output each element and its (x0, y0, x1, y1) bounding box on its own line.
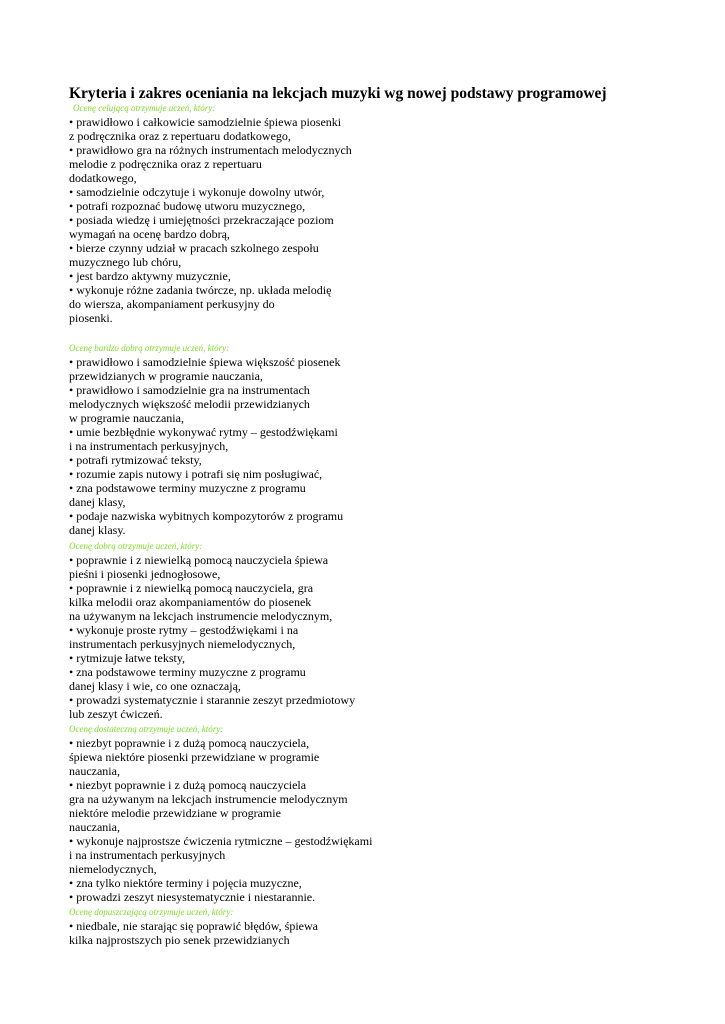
criteria-line: • prawidłowo i samodzielnie śpiewa większość piosenek (69, 355, 341, 369)
section-grade-bardzo-dobra (69, 341, 709, 537)
criteria-line: przewidzianych w programie nauczania, (69, 369, 263, 383)
criteria-line: • niezbyt poprawnie i z dużą pomocą nauczyciela (69, 778, 307, 792)
criteria-line: niektóre melodie przewidziane w programie (69, 806, 281, 820)
criteria-list (69, 355, 709, 537)
criteria-line: do wiersza, akompaniament perkusyjny do (69, 297, 275, 311)
criteria-line: • niezbyt poprawnie i z dużą pomocą nauczyciela, (69, 736, 310, 750)
criteria-line: • wykonuje najprostsze ćwiczenia rytmiczne – gestodźwiękami (69, 834, 373, 848)
criteria-line: • zna tylko niektóre terminy i pojęcia muzyczne, (69, 876, 302, 890)
criteria-line: • poprawnie i z niewielką pomocą nauczyciela śpiewa (69, 553, 329, 567)
criteria-line: danej klasy i wie, co one oznaczają, (69, 679, 241, 693)
criteria-line: nauczania, (69, 820, 120, 834)
criteria-line: instrumentach perkusyjnych niemelodycznych, (69, 637, 296, 651)
criteria-list (69, 736, 709, 904)
criteria-line: niemelodycznych, (69, 862, 157, 876)
section-grade-dostateczna (69, 722, 709, 904)
criteria-line: kilka najprostszych pio senek przewidzianych (69, 933, 290, 947)
criteria-line: • poprawnie i z niewielką pomocą nauczyciela, gra (69, 581, 314, 595)
section-heading: Ocenę dopuszczającą otrzymuje uczeń, który: (69, 907, 234, 917)
criteria-line: • wykonuje proste rytmy – gestodźwiękami i na (69, 623, 299, 637)
criteria-line: gra na używanym na lekcjach instrumencie melodycznym (69, 792, 348, 806)
criteria-line: • niedbale, nie starając się poprawić błędów, śpiewa (69, 919, 318, 933)
criteria-line: piosenki. (69, 311, 113, 325)
criteria-line: • bierze czynny udział w pracach szkolnego zespołu (69, 241, 319, 255)
criteria-line: lub zeszyt ćwiczeń. (69, 707, 163, 721)
criteria-list (69, 919, 709, 947)
criteria-list (69, 115, 709, 325)
criteria-line: • wykonuje różne zadania twórcze, np. układa melodię (69, 283, 332, 297)
criteria-line: muzycznego lub chóru, (69, 255, 182, 269)
criteria-line: • potrafi rozpoznać budowę utworu muzycznego, (69, 199, 306, 213)
criteria-line: • prawidłowo i samodzielnie gra na instrumentach (69, 383, 310, 397)
criteria-line: melodie z podręcznika oraz z repertuaru (69, 157, 262, 171)
section-grade-dobra (69, 539, 709, 721)
criteria-line: • potrafi rytmizować teksty, (69, 453, 202, 467)
criteria-line: i na instrumentach perkusyjnych (69, 848, 226, 862)
criteria-line: • umie bezbłędnie wykonywać rytmy – gestodźwiękami (69, 425, 338, 439)
criteria-line: • podaje nazwiska wybitnych kompozytorów z programu (69, 509, 344, 523)
criteria-line: na używanym na lekcjach instrumencie melodycznym, (69, 609, 333, 623)
section-grade-celujaca (69, 101, 709, 325)
criteria-line: nauczania, (69, 764, 120, 778)
criteria-line: • rytmizuje łatwe teksty, (69, 651, 186, 665)
criteria-line: i na instrumentach perkusyjnych, (69, 439, 229, 453)
criteria-line: śpiewa niektóre piosenki przewidziane w programie (69, 750, 320, 764)
section-heading: Ocenę bardzo dobrą otrzymuje uczeń, który: (69, 343, 230, 353)
criteria-line: • prawidłowo gra na różnych instrumentach melodycznych (69, 143, 352, 157)
criteria-line: melodycznych większość melodii przewidzianych (69, 397, 310, 411)
criteria-line: • rozumie zapis nutowy i potrafi się nim posługiwać, (69, 467, 323, 481)
criteria-line: • jest bardzo aktywny muzycznie, (69, 269, 231, 283)
section-heading: Ocenę dostateczną otrzymuje uczeń, który: (69, 724, 224, 734)
criteria-line: dodatkowego, (69, 171, 137, 185)
criteria-line: • posiada wiedzę i umiejętności przekraczające poziom (69, 213, 334, 227)
section-heading: Ocenę dobrą otrzymuje uczeń, który: (69, 541, 203, 551)
criteria-line: • zna podstawowe terminy muzyczne z programu (69, 481, 306, 495)
criteria-line: • prawidłowo i całkowicie samodzielnie śpiewa piosenki (69, 115, 342, 129)
criteria-list (69, 553, 709, 721)
criteria-line: wymagań na ocenę bardzo dobrą, (69, 227, 230, 241)
criteria-line: kilka melodii oraz akompaniamentów do piosenek (69, 595, 312, 609)
criteria-line: z podręcznika oraz z repertuaru dodatkowego, (69, 129, 291, 143)
criteria-line: • samodzielnie odczytuje i wykonuje dowolny utwór, (69, 185, 325, 199)
section-heading: Ocenę celującą otrzymuje uczeń, który: (73, 103, 216, 113)
criteria-line: danej klasy. (69, 523, 126, 537)
criteria-line: danej klasy, (69, 495, 126, 509)
criteria-line: • zna podstawowe terminy muzyczne z programu (69, 665, 306, 679)
section-grade-dopuszczajaca (69, 905, 709, 947)
criteria-line: • prowadzi zeszyt niesystematycznie i niestarannie. (69, 890, 316, 904)
criteria-line: • prowadzi systematycznie i starannie zeszyt przedmiotowy (69, 693, 356, 707)
criteria-line: pieśni i piosenki jednogłosowe, (69, 567, 221, 581)
criteria-line: w programie nauczania, (69, 411, 184, 425)
document-title: Kryteria i zakres oceniania na lekcjach muzyki wg nowej podstawy programowej (69, 85, 607, 102)
